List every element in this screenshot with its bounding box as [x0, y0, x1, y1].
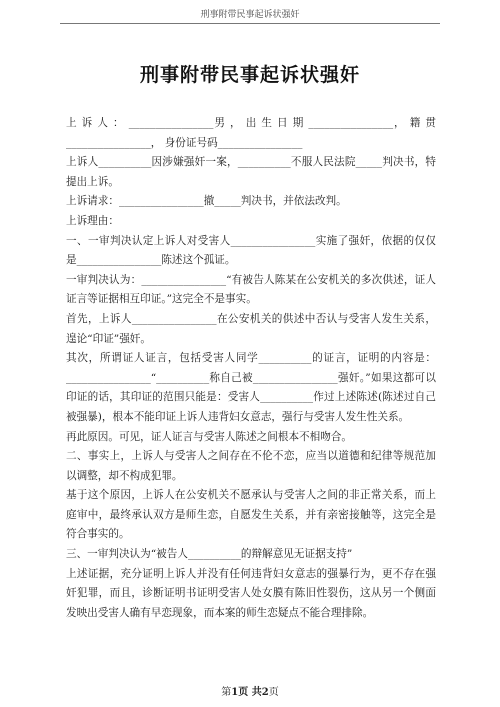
current-page-number: 1 — [231, 687, 239, 698]
reason-two-paragraph: 二、事实上，上诉人与受害人之间存在不伦不恋，应当以道德和纪律等规范加以调整，却不构成犯罪。 — [66, 450, 436, 482]
reason-three-paragraph: 三、一审判决认为“被告人__________的辩解意见无证据支持” — [66, 548, 353, 561]
page-number-middle: 页 共 — [238, 687, 262, 698]
header-divider — [60, 23, 440, 24]
appellant-info-paragraph: 上 诉 人 ： ________________男 ， 出 生 日 期 ________________， 籍 贯 ________________， 身份证号码________________ — [66, 117, 436, 149]
document-title: 刑事附带民事起诉状强奸 — [139, 64, 360, 86]
evidence-summary-paragraph: 上述证据，充分证明上诉人并没有任何违背妇女意志的强暴行为，更不存在强奸犯罪，而且，诊断证明书证明受害人处女膜有陈旧性裂伤，这从另一个侧面发映出受害人确有早恋现象，而本案的师生恋疑点不能合理排除。 — [66, 567, 436, 619]
conclusion-paragraph: 再此原因。可见，证人证言与受害人陈述之间根本不相吻合。 — [66, 430, 353, 443]
running-header: 刑事附带民事起诉状强奸 — [200, 10, 300, 20]
appeal-statement-paragraph: 上诉人__________因涉嫌强奸一案，__________不服人民法院_____判决书，特提出上诉。 — [66, 156, 436, 188]
reason-one-paragraph: 一、一审判决认定上诉人对受害人________________实施了强奸，依据的仅仅是________________陈述这个孤证。 — [66, 234, 436, 267]
document-body — [66, 114, 436, 623]
first-instance-finding-paragraph: 一审判决认为：________________“有被告人陈某在公安机关的多次供述，证人证言等证据相互印证。”这完全不是事实。 — [66, 273, 436, 306]
page-number-suffix: 页 — [268, 687, 279, 698]
appeal-request-paragraph: 上诉请求：________________撤_____判决书，并依法改判。 — [66, 195, 347, 208]
first-argument-paragraph: 首先，上诉人________________在公安机关的供述中否认与受害人发生关系，遑论“印证”强奸。 — [66, 312, 436, 345]
appeal-reasons-heading: 上诉理由： — [66, 214, 119, 227]
page-number-prefix: 第 — [221, 687, 232, 698]
total-page-number: 2 — [261, 687, 269, 698]
second-argument-paragraph: 其次，所谓证人证言，包括受害人同学__________的证言，证明的内容是：________________“__________称自己被________________强奸。”如果这都可以印证的话，其印证的范围只能是：受害人__________作过上述陈述(陈述过自己被强暴)，根本不能印证上诉人违背妇女意志，强行与受害人发生性关系。 — [66, 352, 436, 423]
reason-two-detail-paragraph: 基于这个原因，上诉人在公安机关不愿承认与受害人之间的非正常关系，而上庭审中，最终承认双方是师生恋，自愿发生关系，并有亲密接触等，这完全是符合事实的。 — [66, 489, 436, 541]
page-number — [0, 683, 500, 698]
